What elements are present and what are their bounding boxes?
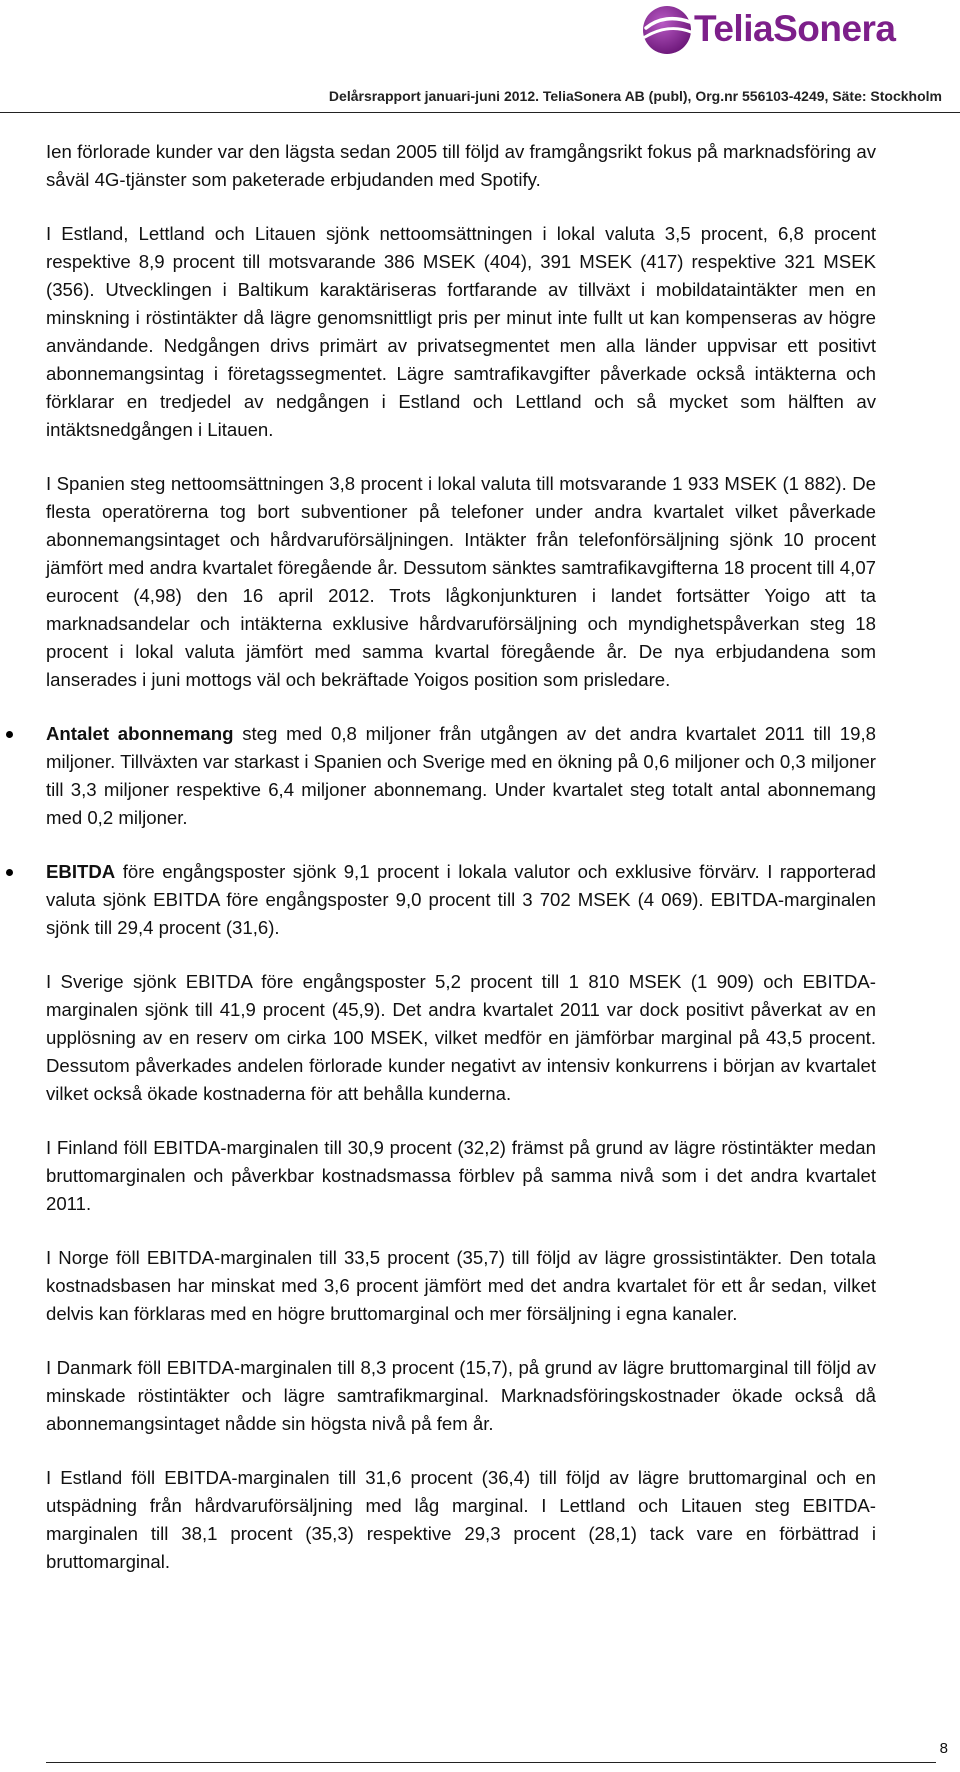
paragraph: I Danmark föll EBITDA-marginalen till 8,3 procent (15,7), på grund av lägre bruttomarginal till följd av minskade röstintäkter och lägre samtrafikmarginal. Marknadsföringskostnader ökade också då abonnemangsintaget nådde sin högsta nivå på fem år. [46,1357,876,1434]
teliasonera-logo-icon [640,4,696,56]
brand-name: TeliaSonera [694,8,896,49]
bullet-icon [6,731,13,738]
bullet-paragraph-ebitda: EBITDA före engångsposter sjönk 9,1 procent i lokala valutor och exklusive förvärv. I rapporterad valuta sjönk EBITDA före engångsposter 9,0 procent till 3 702 MSEK (4 069). EBITDA-marginalen sjönk till 29,4 procent (31,6). [46,858,876,942]
paragraph: I Spanien steg nettoomsättningen 3,8 procent i lokal valuta till motsvarande 1 933 MSEK (1 882). De flesta operatörerna tog bort subventioner på telefoner under andra kvartalet vilket påverkade abonnemangsintaget och hårdvaruförsäljningen. Intäkter från telefonförsäljning sjönk 10 procent jämfört med andra kvartalet föregående år. Dessutom sänktes samtrafikavgifterna 18 procent till 4,07 eurocent (4,98) den 16 april 2012. Trots lågkonjunkturen i landet fortsätter Yoigo att ta marknadsandelar och intäkterna exklusive hårdvaruförsäljning och myndighetspåverkan steg 18 procent i lokal valuta jämfört med samma kvartal föregående år. De nya erbjudandena som lanserades i juni mottogs väl och bekräftade Yoigos position som prisledare. [46,473,876,690]
bullet-paragraph-subscriptions: Antalet abonnemang steg med 0,8 miljoner från utgången av det andra kvartalet 2011 till 19,8 miljoner. Tillväxten var starkast i Spanien och Sverige med en ökning på 0,6 miljoner och 0,3 miljoner till 3,3 miljoner respektive 6,4 miljoner abonnemang. Under kvartalet steg totalt antal abonnemang med 0,2 miljoner. [46,720,876,832]
paragraph: I Sverige sjönk EBITDA före engångsposter 5,2 procent till 1 810 MSEK (1 909) och EBITDA-marginalen sjönk till 41,9 procent (45,9). Det andra kvartalet 2011 var dock positivt påverkat av en upplösning av en reserv om cirka 100 MSEK, vilket medför en jämförbar marginal på 43,5 procent. Dessutom påverkades andelen förlorade kunder negativt av intensiv konkurrens i början av kvartalet vilket också ökade kostnaderna för att behålla kunderna. [46,971,876,1104]
report-header: Delårsrapport januari-juni 2012. TeliaSonera AB (publ), Org.nr 556103-4249, Säte: Stockholm [328,88,942,104]
footer-divider [46,1762,936,1763]
paragraph: I Estland, Lettland och Litauen sjönk nettoomsättningen i lokal valuta 3,5 procent, 6,8 procent respektive 8,9 procent till motsvarande 386 MSEK (404), 391 MSEK (417) respektive 321 MSEK (356). Utvecklingen i Baltikum karaktäriseras fortfarande av tillväxt i mobildataintäkter men en minskning i röstintäkter då lägre genomsnittligt pris per minut inte fullt ut kan kompenseras av högre användande. Nedgången drivs primärt av privatsegmentet men alla länder uppvisar ett positivt abonnemangsintag i företagssegmentet. Lägre samtrafikavgifter påverkade också intäkterna och förklarar en tredjedel av nedgången i Estland och Lettland och så mycket som hälften av intäktsnedgången i Litauen. [46,223,876,440]
report-body [46,138,876,1602]
bullet-icon [6,869,13,876]
paragraph: I Estland föll EBITDA-marginalen till 31,6 procent (36,4) till följd av lägre bruttomarginal och en utspädning från hårdvaruförsäljning med låg marginal. I Lettland och Litauen steg EBITDA-marginalen till 38,1 procent (35,3) respektive 29,3 procent (28,1) tack vare en förbättrad i bruttomarginal. [46,1467,876,1572]
bullet-heading: EBITDA [46,861,116,882]
page-number: 8 [939,1740,948,1757]
paragraph: I Finland föll EBITDA-marginalen till 30,9 procent (32,2) främst på grund av lägre röstintäkter medan bruttomarginalen och påverkbar kostnadsmassa förblev på samma nivå som i det andra kvartalet 2011. [46,1137,876,1214]
bullet-heading: Antalet abonnemang [46,723,234,744]
paragraph: Ien förlorade kunder var den lägsta sedan 2005 till följd av framgångsrikt fokus på marknadsföring av såväl 4G-tjänster som paketerade erbjudanden med Spotify. [46,141,876,190]
paragraph: I Norge föll EBITDA-marginalen till 33,5 procent (35,7) till följd av lägre grossistintäkter. Den totala kostnadsbasen har minskat med 3,6 procent jämfört med det andra kvartalet för ett år sedan, vilket delvis kan förklaras med en högre bruttomarginal och mer försäljning i egna kanaler. [46,1247,876,1324]
teliasonera-logo [640,4,960,56]
header-divider [0,112,960,113]
